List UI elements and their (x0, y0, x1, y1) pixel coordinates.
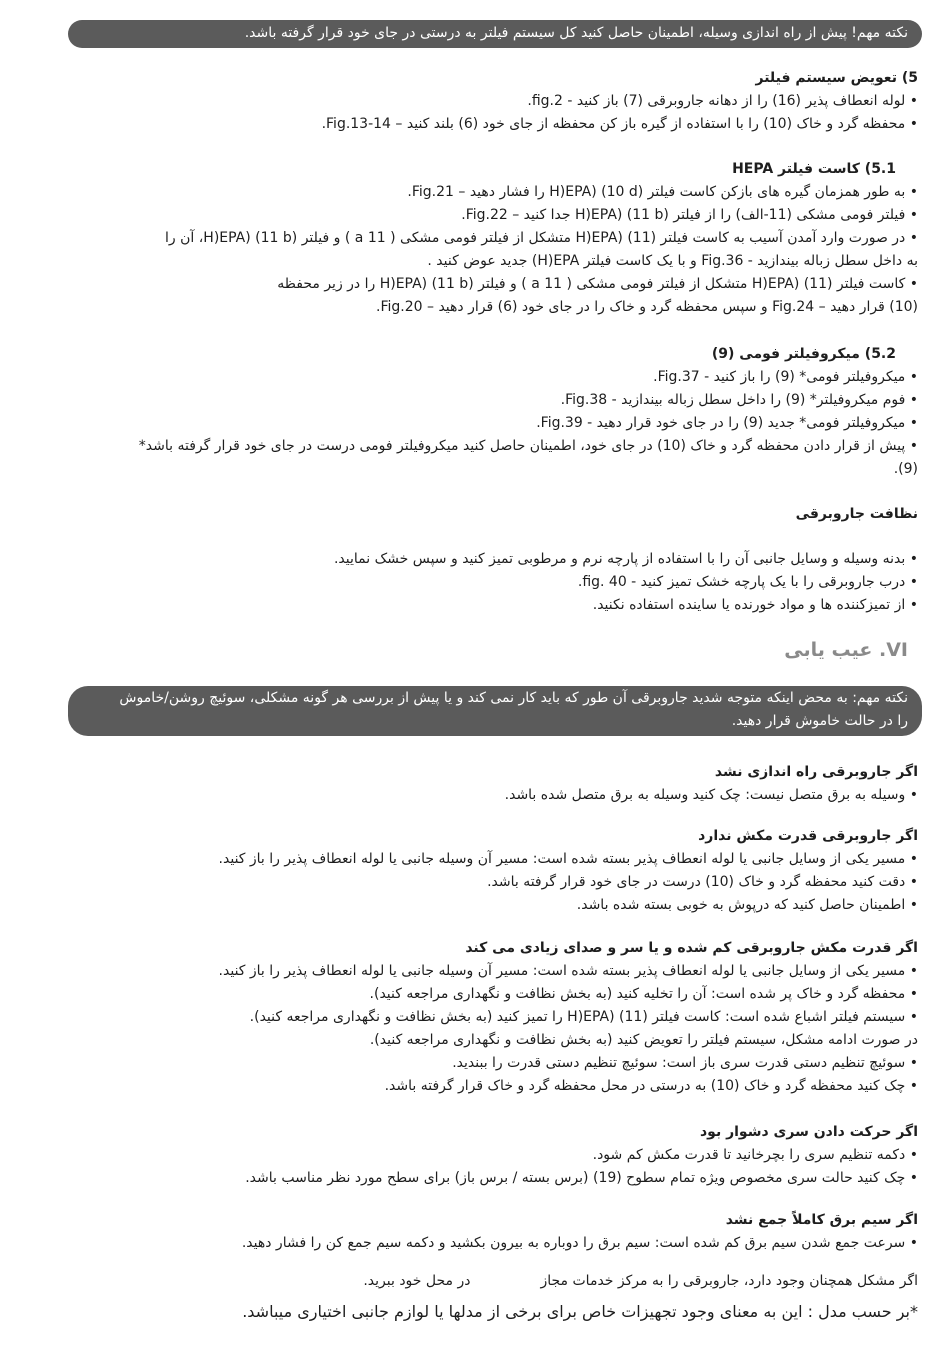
section-hepa-cassette (58, 157, 918, 319)
list-item: • سیستم فیلتر اشباع شده است: کاست فیلتر H)EPA) (11) را تمیز کنید (به بخش نظافت و نگهداری مراجعه کنید). (249, 1009, 918, 1025)
trouble-cord-rewind (58, 1208, 918, 1255)
list-item: • فیلتر فومی مشکی (11-الف) را از فیلتر H)EPA) (11 b) جدا کنید – Fig.22. (461, 207, 918, 223)
list-item-continued: در صورت ادامه مشکل، سیستم فیلتر را تعویض کنید (به بخش نظافت و نگهداری مراجعه کنید). (369, 1032, 918, 1048)
list-item: • لوله انعطاف پذیر (16) را از دهانه جاروبرقی (7) باز کنید - fig.2. (527, 93, 918, 109)
important-note-power (68, 686, 922, 736)
list-item-continued: (9). (893, 461, 918, 477)
service-text: اگر مشکل همچنان وجود دارد، جاروبرقی را به مرکز خدمات مجاز (540, 1273, 918, 1289)
list-item: • از تمیزکننده ها و مواد خورنده یا ساینده استفاده نکنید. (592, 597, 918, 613)
list-item: • میکروفیلتر فومی* (9) را باز کنید - Fig.37. (653, 369, 918, 385)
list-item: • به طور همزمان گیره های بازکن کاست فیلتر H)EPA) (10 d) را فشار دهید – Fig.21. (407, 184, 918, 200)
footnote: *بر حسب مدل : این به معنای وجود تجهیزات خاص برای برخی از مدلها یا لوازم جانبی اختیاری میباشد. (242, 1302, 918, 1321)
list-item: • در صورت وارد آمدن آسیب به کاست فیلتر H)EPA) (11) متشکل از فیلتر فومی مشکی ( 11 a ) و فیلتر H)EPA) (11 b)، آن را (165, 230, 918, 246)
section-filter-replacement (58, 66, 918, 136)
trouble-low-suction-noise (58, 936, 918, 1098)
list-item-continued: به داخل سطل زباله بیندازید - Fig.36 و با یک کاست فیلتر H)EPA) جدید عوض کنید . (427, 253, 918, 269)
section-foam-microfilter (58, 342, 918, 481)
important-note-filter (68, 20, 922, 48)
problem-title: اگر حرکت دادن سری دشوار بود (699, 1124, 918, 1140)
list-item: • کاست فیلتر H)EPA) (11) متشکل از فیلتر فومی مشکی ( 11 a ) و فیلتر H)EPA) (11 b) را در زیر محفظه (277, 276, 918, 292)
list-item: • دکمه تنظیم سری را بچرخانید تا قدرت مکش کم شود. (592, 1147, 918, 1163)
problem-title: اگر جاروبرقی قدرت مکش ندارد (698, 828, 918, 844)
problem-title: اگر جاروبرقی راه اندازی نشد (714, 764, 918, 780)
list-item: • سرعت جمع شدن سیم برق کم شده است: سیم برق را دوباره به بیرون بکشید و دکمه سیم جمع کن را فشار دهید. (241, 1235, 918, 1251)
section-title: 5.1) کاست فیلتر HEPA (732, 161, 896, 177)
note-text: نکته مهم! پیش از راه اندازی وسیله، اطمینان حاصل کنید کل سیستم فیلتر به درستی در جای خود قرار گرفته باشد. (244, 25, 908, 41)
section-title: 5) تعویض سیستم فیلتر (755, 70, 918, 86)
list-item: • مسیر یکی از وسایل جانبی یا لوله انعطاف پذیر بسته شده است: مسیر آن وسیله جانبی یا لوله انعطاف پذیر را باز کنید. (218, 963, 918, 979)
list-item: • چک کنید حالت سری مخصوص ویژه تمام سطوح (19) (برس بسته / برس باز) برای سطح مورد نظر مناسب باشد. (245, 1170, 918, 1186)
section-heading-troubleshooting: VI. عیب یابی (784, 639, 908, 661)
list-item-continued: (10) قرار دهید – Fig.24 و سپس محفظه گرد و خاک را در جای خود (6) قرار دهید – Fig.20. (376, 299, 918, 315)
list-item: • میکروفیلتر فومی* جدید (9) را در جای خود قرار دهید - Fig.39. (536, 415, 918, 431)
problem-title: اگر قدرت مکش جاروبرقی کم شده و یا سر و صدای زیادی می کند (465, 940, 918, 956)
problem-title: اگر سیم برق کاملاً جمع نشد (725, 1212, 918, 1228)
note-text: نکته مهم: به محض اینکه متوجه شدید جاروبرقی آن طور که باید کار نمی کند و یا پیش از بررسی هر گونه مشکلی، سوئیچ روشن/خاموش (119, 690, 908, 706)
trouble-no-start (58, 760, 918, 807)
list-item: • اطمینان حاصل کنید که درپوش به خوبی بسته شده باشد. (576, 897, 918, 913)
list-item: • چک کنید محفظه گرد و خاک (10) به درستی در محل محفظه گرد و خاک قرار گرفته باشد. (384, 1078, 918, 1094)
section-title: نظافت جاروبرقی (795, 506, 918, 522)
list-item: • فوم میکروفیلتر* (9) را داخل سطل زباله بیندازید - Fig.38. (560, 392, 918, 408)
section-title: 5.2) میکروفیلتر فومی (9) (711, 346, 896, 362)
note-text: را در حالت خاموش قرار دهید. (731, 713, 908, 729)
service-text: در محل خود ببرید. (363, 1273, 471, 1289)
list-item: • دقت کنید محفظه گرد و خاک (10) درست در جای خود قرار گرفته باشد. (487, 874, 918, 890)
list-item: • سوئیچ تنظیم دستی قدرت سری باز است: سوئیچ تنظیم دستی قدرت را ببندید. (452, 1055, 918, 1071)
trouble-no-suction (58, 824, 918, 917)
list-item: • مسیر یکی از وسایل جانبی یا لوله انعطاف پذیر بسته شده است: مسیر آن وسیله جانبی یا لوله انعطاف پذیر را باز کنید. (218, 851, 918, 867)
list-item: • محفظه گرد و خاک پر شده است: آن را تخلیه کنید (به بخش نظافت و نگهداری مراجعه کنید). (369, 986, 918, 1002)
section-cleaning (58, 502, 918, 617)
trouble-hard-to-move (58, 1120, 918, 1190)
list-item: • محفظه گرد و خاک (10) را با استفاده از گیره باز کن محفظه از جای خود (6) بلند کنید – Fig.13-14. (321, 116, 918, 132)
list-item: • پیش از قرار دادن محفظه گرد و خاک (10) در جای خود، اطمینان حاصل کنید میکروفیلتر فومی درست در جای خود قرار گرفته باشد* (138, 438, 918, 454)
service-center-line (58, 1270, 918, 1293)
list-item: • بدنه وسیله و وسایل جانبی آن را با استفاده از پارچه نرم و مرطوبی تمیز کنید و سپس خشک نمایید. (333, 551, 918, 567)
list-item: • وسیله به برق متصل نیست: چک کنید وسیله به برق متصل شده باشد. (504, 787, 918, 803)
list-item: • درب جاروبرقی را با یک پارچه خشک تمیز کنید - fig. 40. (577, 574, 918, 590)
